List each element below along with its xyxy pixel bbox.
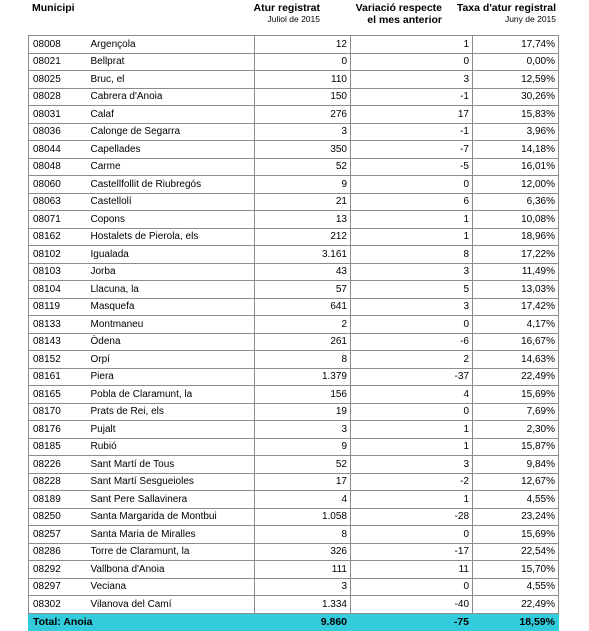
cell-variacio: 0: [351, 578, 473, 596]
cell-variacio: -1: [351, 123, 473, 141]
cell-taxa: 10,08%: [473, 211, 559, 229]
cell-variacio: 0: [351, 176, 473, 194]
cell-code: 08063: [29, 193, 85, 211]
unemployment-table: [28, 35, 559, 631]
total-row: [29, 613, 559, 630]
cell-municipi: Sant Martí de Tous: [85, 456, 255, 474]
cell-taxa: 16,67%: [473, 333, 559, 351]
cell-municipi: Piera: [85, 368, 255, 386]
cell-variacio: 0: [351, 316, 473, 334]
cell-municipi: Bellprat: [85, 53, 255, 71]
table-row: [29, 246, 559, 264]
cell-taxa: 15,70%: [473, 561, 559, 579]
cell-atur: 110: [255, 71, 351, 89]
cell-atur: 350: [255, 141, 351, 159]
cell-code: 08143: [29, 333, 85, 351]
header-atur-title: Atur registrat: [253, 2, 320, 14]
cell-atur: 19: [255, 403, 351, 421]
cell-code: 08071: [29, 211, 85, 229]
cell-code: 08036: [29, 123, 85, 141]
cell-municipi: Pujalt: [85, 421, 255, 439]
cell-atur: 52: [255, 456, 351, 474]
cell-taxa: 14,18%: [473, 141, 559, 159]
table-row: [29, 158, 559, 176]
cell-atur: 0: [255, 53, 351, 71]
cell-variacio: -28: [351, 508, 473, 526]
cell-municipi: Copons: [85, 211, 255, 229]
cell-municipi: Vallbona d'Anoia: [85, 561, 255, 579]
cell-code: 08028: [29, 88, 85, 106]
table-row: [29, 473, 559, 491]
table-row: [29, 106, 559, 124]
cell-atur: 3: [255, 578, 351, 596]
cell-code: 08152: [29, 351, 85, 369]
cell-code: 08286: [29, 543, 85, 561]
cell-variacio: 1: [351, 491, 473, 509]
cell-variacio: 0: [351, 526, 473, 544]
cell-atur: 326: [255, 543, 351, 561]
table-row: [29, 491, 559, 509]
cell-atur: 8: [255, 526, 351, 544]
table-row: [29, 421, 559, 439]
table-row: [29, 368, 559, 386]
cell-municipi: Prats de Rei, els: [85, 403, 255, 421]
cell-code: 08228: [29, 473, 85, 491]
cell-taxa: 17,22%: [473, 246, 559, 264]
cell-taxa: 12,00%: [473, 176, 559, 194]
cell-variacio: 0: [351, 403, 473, 421]
cell-municipi: Orpí: [85, 351, 255, 369]
cell-taxa: 15,83%: [473, 106, 559, 124]
cell-code: 08048: [29, 158, 85, 176]
cell-municipi: Carme: [85, 158, 255, 176]
cell-variacio: 3: [351, 263, 473, 281]
table-row: [29, 508, 559, 526]
table-row: [29, 88, 559, 106]
cell-municipi: Torre de Claramunt, la: [85, 543, 255, 561]
cell-municipi: Masquefa: [85, 298, 255, 316]
table-row: [29, 71, 559, 89]
cell-code: 08021: [29, 53, 85, 71]
cell-municipi: Santa Margarida de Montbui: [85, 508, 255, 526]
cell-atur: 9: [255, 438, 351, 456]
table-row: [29, 123, 559, 141]
cell-municipi: Argençola: [85, 36, 255, 54]
cell-variacio: 1: [351, 421, 473, 439]
table-row: [29, 211, 559, 229]
cell-atur: 1.058: [255, 508, 351, 526]
cell-atur: 156: [255, 386, 351, 404]
cell-code: 08297: [29, 578, 85, 596]
table-header: [0, 0, 589, 34]
table-row: [29, 456, 559, 474]
cell-municipi: Santa Maria de Miralles: [85, 526, 255, 544]
header-variacio: [330, 2, 442, 26]
cell-code: 08250: [29, 508, 85, 526]
cell-variacio: -40: [351, 596, 473, 614]
cell-taxa: 14,63%: [473, 351, 559, 369]
cell-municipi: Òdena: [85, 333, 255, 351]
cell-taxa: 22,49%: [473, 596, 559, 614]
table-row: [29, 561, 559, 579]
cell-code: 08008: [29, 36, 85, 54]
cell-variacio: -1: [351, 88, 473, 106]
cell-atur: 52: [255, 158, 351, 176]
cell-municipi: Castellfollit de Riubregós: [85, 176, 255, 194]
cell-atur: 150: [255, 88, 351, 106]
total-atur: 9.860: [255, 613, 351, 630]
cell-taxa: 4,55%: [473, 491, 559, 509]
table-row: [29, 36, 559, 54]
cell-variacio: 11: [351, 561, 473, 579]
header-atur-subtitle: Juliol de 2015: [267, 14, 320, 24]
cell-taxa: 16,01%: [473, 158, 559, 176]
cell-code: 08302: [29, 596, 85, 614]
cell-municipi: Cabrera d'Anoia: [85, 88, 255, 106]
cell-code: 08103: [29, 263, 85, 281]
header-taxa: [455, 2, 556, 25]
cell-atur: 8: [255, 351, 351, 369]
cell-variacio: -37: [351, 368, 473, 386]
table-row: [29, 438, 559, 456]
table-row: [29, 228, 559, 246]
table-row: [29, 53, 559, 71]
table-row: [29, 176, 559, 194]
cell-taxa: 30,26%: [473, 88, 559, 106]
cell-atur: 3.161: [255, 246, 351, 264]
cell-code: 08060: [29, 176, 85, 194]
cell-taxa: 2,30%: [473, 421, 559, 439]
table-row: [29, 298, 559, 316]
cell-atur: 2: [255, 316, 351, 334]
cell-municipi: Montmaneu: [85, 316, 255, 334]
cell-atur: 12: [255, 36, 351, 54]
cell-atur: 17: [255, 473, 351, 491]
cell-taxa: 12,59%: [473, 71, 559, 89]
cell-taxa: 9,84%: [473, 456, 559, 474]
cell-atur: 4: [255, 491, 351, 509]
cell-atur: 212: [255, 228, 351, 246]
cell-code: 08025: [29, 71, 85, 89]
cell-atur: 57: [255, 281, 351, 299]
cell-code: 08185: [29, 438, 85, 456]
header-atur: [246, 2, 320, 25]
cell-code: 08104: [29, 281, 85, 299]
cell-atur: 3: [255, 421, 351, 439]
cell-taxa: 15,87%: [473, 438, 559, 456]
cell-taxa: 13,03%: [473, 281, 559, 299]
cell-taxa: 23,24%: [473, 508, 559, 526]
cell-code: 08044: [29, 141, 85, 159]
cell-taxa: 12,67%: [473, 473, 559, 491]
cell-variacio: 17: [351, 106, 473, 124]
cell-municipi: Jorba: [85, 263, 255, 281]
total-label: Total: Anoia: [29, 613, 255, 630]
cell-variacio: 1: [351, 438, 473, 456]
cell-variacio: -6: [351, 333, 473, 351]
cell-municipi: Calonge de Segarra: [85, 123, 255, 141]
cell-taxa: 22,54%: [473, 543, 559, 561]
header-taxa-subtitle: Juny de 2015: [504, 14, 556, 24]
cell-code: 08119: [29, 298, 85, 316]
table-row: [29, 193, 559, 211]
table-row: [29, 403, 559, 421]
cell-atur: 21: [255, 193, 351, 211]
header-municipi-label: Municipi: [32, 2, 75, 14]
cell-variacio: 0: [351, 53, 473, 71]
cell-atur: 13: [255, 211, 351, 229]
header-variacio-title-2: el mes anterior: [367, 14, 442, 26]
table-row: [29, 333, 559, 351]
cell-variacio: 3: [351, 456, 473, 474]
cell-taxa: 18,96%: [473, 228, 559, 246]
cell-atur: 261: [255, 333, 351, 351]
cell-taxa: 15,69%: [473, 526, 559, 544]
cell-atur: 111: [255, 561, 351, 579]
cell-municipi: Vilanova del Camí: [85, 596, 255, 614]
total-variacio: -75: [351, 613, 473, 630]
table-row: [29, 263, 559, 281]
header-taxa-title: Taxa d'atur registral: [456, 2, 556, 14]
cell-atur: 276: [255, 106, 351, 124]
cell-code: 08165: [29, 386, 85, 404]
cell-taxa: 4,17%: [473, 316, 559, 334]
cell-municipi: Veciana: [85, 578, 255, 596]
cell-variacio: 1: [351, 228, 473, 246]
cell-code: 08176: [29, 421, 85, 439]
table-row: [29, 578, 559, 596]
cell-municipi: Capellades: [85, 141, 255, 159]
cell-variacio: 8: [351, 246, 473, 264]
cell-taxa: 6,36%: [473, 193, 559, 211]
cell-variacio: 2: [351, 351, 473, 369]
cell-code: 08161: [29, 368, 85, 386]
cell-code: 08170: [29, 403, 85, 421]
cell-code: 08102: [29, 246, 85, 264]
table-row: [29, 526, 559, 544]
table-row: [29, 281, 559, 299]
cell-municipi: Sant Martí Sesgueioles: [85, 473, 255, 491]
header-variacio-title-1: Variació respecte: [355, 2, 442, 14]
table-body: [29, 36, 559, 614]
cell-code: 08292: [29, 561, 85, 579]
cell-variacio: -7: [351, 141, 473, 159]
cell-taxa: 0,00%: [473, 53, 559, 71]
cell-taxa: 7,69%: [473, 403, 559, 421]
cell-taxa: 17,74%: [473, 36, 559, 54]
cell-taxa: 15,69%: [473, 386, 559, 404]
cell-variacio: 1: [351, 211, 473, 229]
cell-municipi: Igualada: [85, 246, 255, 264]
cell-code: 08257: [29, 526, 85, 544]
cell-variacio: -17: [351, 543, 473, 561]
cell-municipi: Bruc, el: [85, 71, 255, 89]
cell-taxa: 4,55%: [473, 578, 559, 596]
header-municipi: [32, 2, 75, 14]
cell-code: 08226: [29, 456, 85, 474]
table-row: [29, 386, 559, 404]
cell-atur: 1.334: [255, 596, 351, 614]
cell-atur: 641: [255, 298, 351, 316]
cell-municipi: Rubió: [85, 438, 255, 456]
cell-code: 08189: [29, 491, 85, 509]
total-taxa: 18,59%: [473, 613, 559, 630]
cell-variacio: 3: [351, 71, 473, 89]
cell-atur: 1.379: [255, 368, 351, 386]
cell-taxa: 17,42%: [473, 298, 559, 316]
table-row: [29, 316, 559, 334]
table-row: [29, 543, 559, 561]
cell-variacio: 5: [351, 281, 473, 299]
cell-code: 08031: [29, 106, 85, 124]
cell-taxa: 11,49%: [473, 263, 559, 281]
table-footer: [29, 613, 559, 630]
cell-code: 08162: [29, 228, 85, 246]
table-row: [29, 596, 559, 614]
cell-municipi: Calaf: [85, 106, 255, 124]
cell-variacio: -5: [351, 158, 473, 176]
cell-municipi: Pobla de Claramunt, la: [85, 386, 255, 404]
cell-variacio: 1: [351, 36, 473, 54]
cell-municipi: Sant Pere Sallavinera: [85, 491, 255, 509]
cell-taxa: 3,96%: [473, 123, 559, 141]
cell-municipi: Llacuna, la: [85, 281, 255, 299]
table-row: [29, 351, 559, 369]
cell-atur: 3: [255, 123, 351, 141]
table-wrapper: [28, 35, 558, 631]
cell-variacio: -2: [351, 473, 473, 491]
cell-taxa: 22,49%: [473, 368, 559, 386]
table-row: [29, 141, 559, 159]
cell-atur: 9: [255, 176, 351, 194]
cell-municipi: Hostalets de Pierola, els: [85, 228, 255, 246]
cell-code: 08133: [29, 316, 85, 334]
cell-atur: 43: [255, 263, 351, 281]
cell-variacio: 6: [351, 193, 473, 211]
cell-variacio: 3: [351, 298, 473, 316]
cell-variacio: 4: [351, 386, 473, 404]
cell-municipi: Castellolí: [85, 193, 255, 211]
